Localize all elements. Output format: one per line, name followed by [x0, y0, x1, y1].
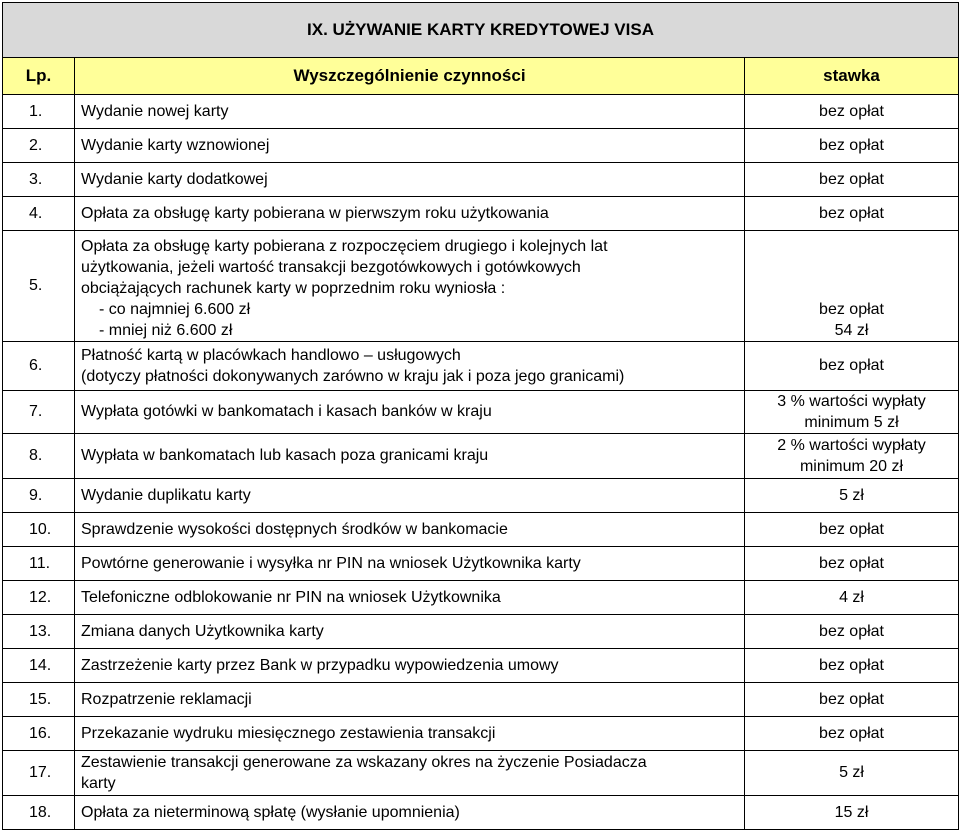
row-number: 14. — [3, 649, 75, 683]
row-description: Sprawdzenie wysokości dostępnych środków w bankomacie — [75, 513, 745, 547]
table-row — [3, 513, 959, 547]
row-description: Rozpatrzenie reklamacji — [75, 683, 745, 717]
table-row — [3, 479, 959, 513]
table-row — [3, 391, 959, 434]
row5-line-1: Opłata za obsługę karty pobierana z rozpoczęciem drugiego i kolejnych lat — [81, 238, 608, 255]
row7-rate-1: 3 % wartości wypłaty — [777, 393, 926, 410]
row5-line-2: użytkowania, jeżeli wartość transakcji bezgotówkowych i gotówkowych — [81, 259, 581, 276]
row-rate: bez opłat — [745, 95, 959, 129]
header-lp: Lp. — [3, 58, 75, 95]
row6-line-1: Płatność kartą w placówkach handlowo – usługowych — [81, 347, 461, 364]
fee-table — [2, 2, 959, 830]
table-row — [3, 197, 959, 231]
table-row — [3, 95, 959, 129]
table-row — [3, 615, 959, 649]
row-number: 4. — [3, 197, 75, 231]
row-number: 2. — [3, 129, 75, 163]
row-number: 15. — [3, 683, 75, 717]
row-description: Zastrzeżenie karty przez Bank w przypadku wypowiedzenia umowy — [75, 649, 745, 683]
row-description: Wypłata gotówki w bankomatach i kasach banków w kraju — [75, 391, 745, 434]
table-row — [3, 683, 959, 717]
table-row — [3, 434, 959, 479]
row-description — [75, 342, 745, 391]
row-number: 3. — [3, 163, 75, 197]
row-description: Powtórne generowanie i wysyłka nr PIN na wniosek Użytkownika karty — [75, 547, 745, 581]
table-row — [3, 163, 959, 197]
row-rate: 4 zł — [745, 581, 959, 615]
table-title: IX. UŻYWANIE KARTY KREDYTOWEJ VISA — [3, 3, 959, 58]
row-description: Przekazanie wydruku miesięcznego zestawienia transakcji — [75, 717, 745, 751]
row-rate: bez opłat — [745, 163, 959, 197]
table-row — [3, 129, 959, 163]
table-row — [3, 649, 959, 683]
row-number: 5. — [3, 231, 75, 342]
header-rate: stawka — [745, 58, 959, 95]
row-rate: bez opłat — [745, 342, 959, 391]
table-row — [3, 751, 959, 796]
row-description: Wydanie nowej karty — [75, 95, 745, 129]
row5-sub-1: - co najmniej 6.600 zł — [99, 301, 251, 318]
table-row — [3, 342, 959, 391]
row-number: 11. — [3, 547, 75, 581]
row-number: 7. — [3, 391, 75, 434]
row-number: 16. — [3, 717, 75, 751]
table-row — [3, 796, 959, 830]
row-rate: bez opłat — [745, 615, 959, 649]
row-description: Opłata za nieterminową spłatę (wysłanie upomnienia) — [75, 796, 745, 830]
row-rate: 5 zł — [745, 751, 959, 796]
row-description: Wydanie duplikatu karty — [75, 479, 745, 513]
row-number: 10. — [3, 513, 75, 547]
row-description: Zmiana danych Użytkownika karty — [75, 615, 745, 649]
row-number: 17. — [3, 751, 75, 796]
row6-line-2: (dotyczy płatności dokonywanych zarówno w kraju jak i poza jego granicami) — [81, 368, 625, 385]
row-number: 9. — [3, 479, 75, 513]
row-number: 13. — [3, 615, 75, 649]
row-rate — [745, 231, 959, 342]
row17-line-2: karty — [81, 775, 116, 792]
table-row — [3, 581, 959, 615]
table-row — [3, 717, 959, 751]
row5-rate-1: bez opłat — [819, 301, 884, 318]
row-rate: bez opłat — [745, 717, 959, 751]
row-rate: bez opłat — [745, 513, 959, 547]
row17-line-1: Zestawienie transakcji generowane za wskazany okres na życzenie Posiadacza — [81, 754, 647, 771]
row-rate: 15 zł — [745, 796, 959, 830]
row-rate: bez opłat — [745, 197, 959, 231]
row-rate: bez opłat — [745, 547, 959, 581]
table-row — [3, 547, 959, 581]
row-rate — [745, 434, 959, 479]
row-description — [75, 231, 745, 342]
row5-line-3: obciążających rachunek karty w poprzednim roku wyniosła : — [81, 280, 506, 297]
row-rate — [745, 391, 959, 434]
row8-rate-1: 2 % wartości wypłaty — [777, 437, 926, 454]
row5-rate-2: 54 zł — [834, 322, 869, 339]
row-description: Wydanie karty dodatkowej — [75, 163, 745, 197]
row-rate: 5 zł — [745, 479, 959, 513]
row-description: Wydanie karty wznowionej — [75, 129, 745, 163]
row-description: Opłata za obsługę karty pobierana w pierwszym roku użytkowania — [75, 197, 745, 231]
row-description: Telefoniczne odblokowanie nr PIN na wniosek Użytkownika — [75, 581, 745, 615]
table-row — [3, 231, 959, 342]
header-description: Wyszczególnienie czynności — [75, 58, 745, 95]
row7-rate-2: minimum 5 zł — [804, 414, 899, 431]
row-description — [75, 751, 745, 796]
row-rate: bez opłat — [745, 649, 959, 683]
row-number: 8. — [3, 434, 75, 479]
row-rate: bez opłat — [745, 129, 959, 163]
row5-sub-2: - mniej niż 6.600 zł — [99, 322, 233, 339]
row-number: 6. — [3, 342, 75, 391]
row-rate: bez opłat — [745, 683, 959, 717]
row-description: Wypłata w bankomatach lub kasach poza granicami kraju — [75, 434, 745, 479]
row8-rate-2: minimum 20 zł — [799, 458, 904, 475]
row-number: 12. — [3, 581, 75, 615]
row-number: 18. — [3, 796, 75, 830]
row-number: 1. — [3, 95, 75, 129]
